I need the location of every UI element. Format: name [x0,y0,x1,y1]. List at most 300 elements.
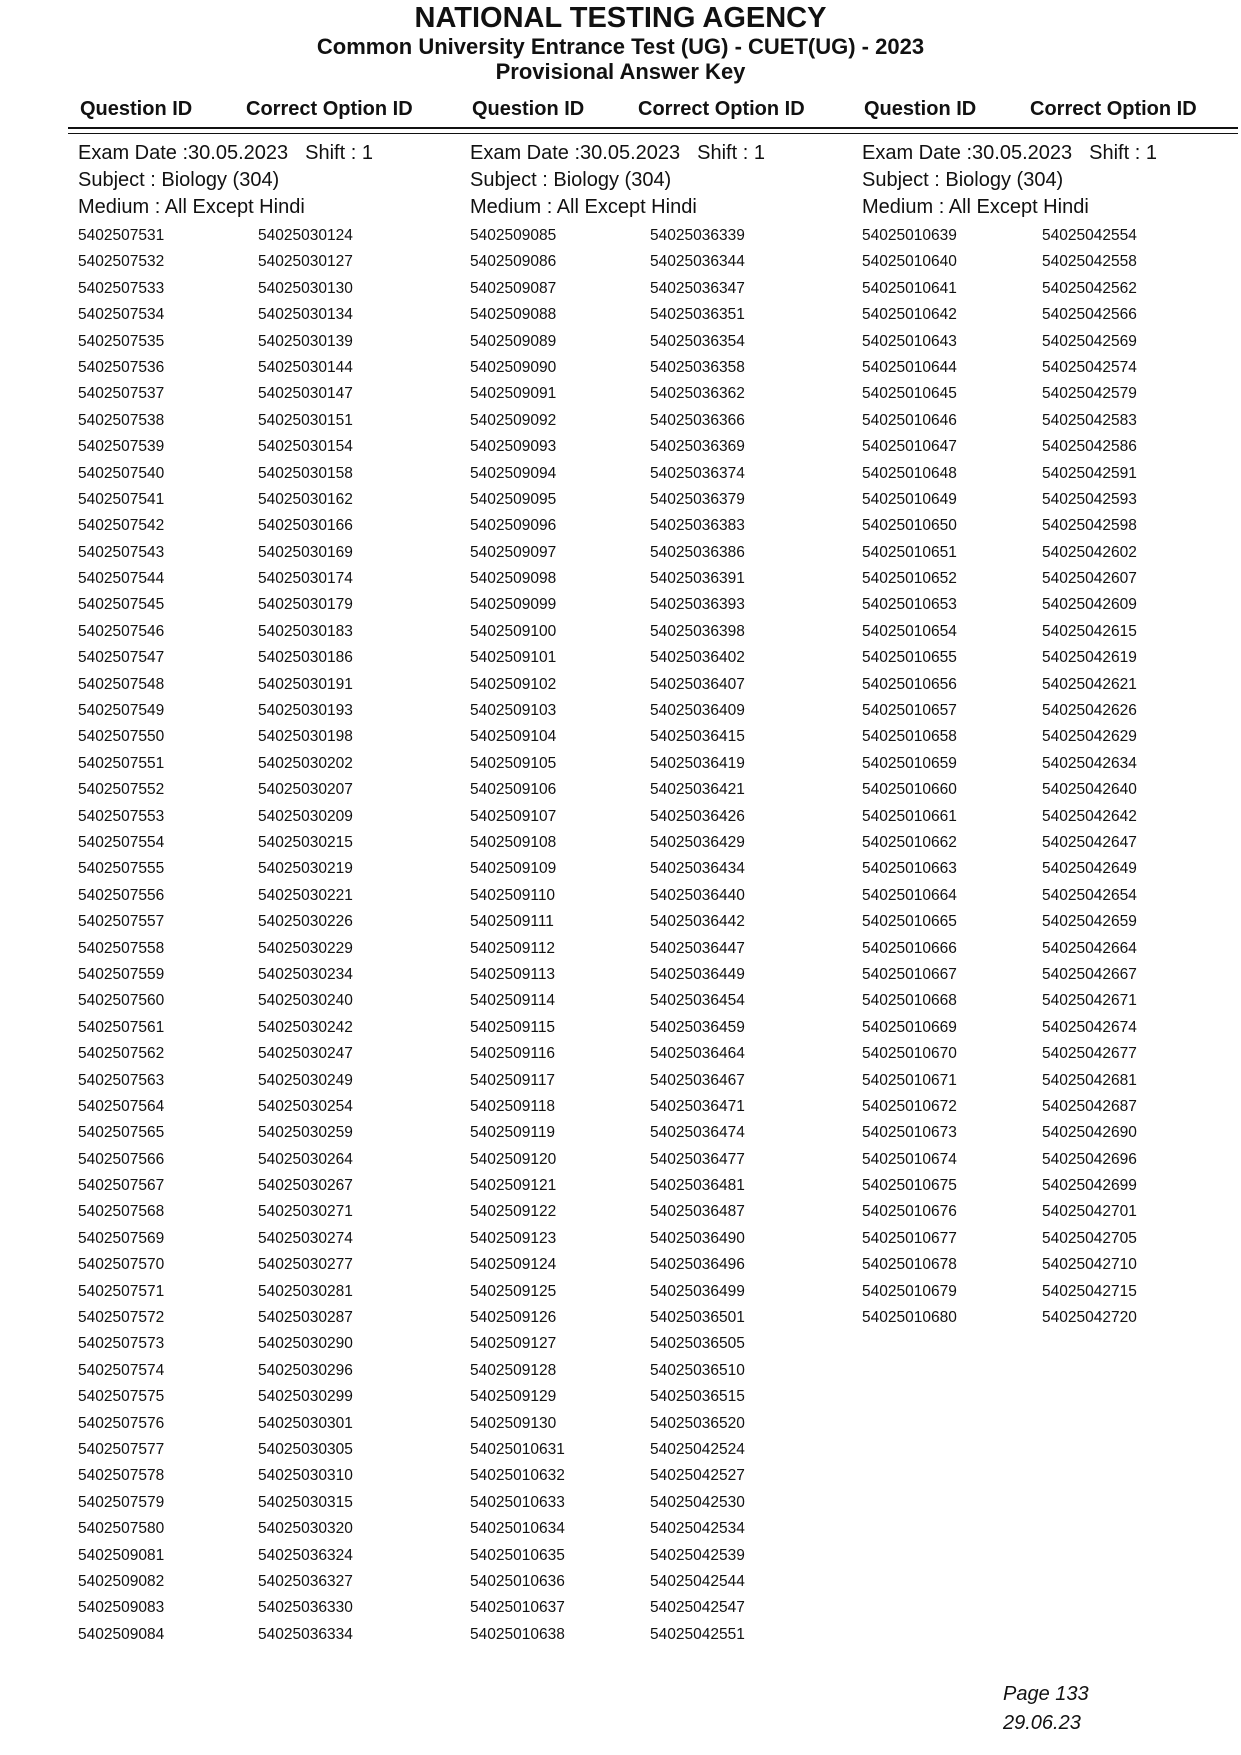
answer-row [78,1622,458,1648]
question-id: 5402507577 [78,1440,165,1458]
answer-row [78,1041,458,1067]
answer-row [470,962,850,988]
answer-row [78,804,458,830]
correct-option-id: 54025042690 [1042,1124,1137,1142]
column-header-correct-option-id: Correct Option ID [638,98,805,120]
answer-row [470,1120,850,1146]
correct-option-id: 54025036391 [650,570,745,588]
question-id: 5402509110 [470,886,556,904]
correct-option-id: 54025030154 [258,438,353,456]
correct-option-id: 54025036407 [650,675,745,693]
correct-option-id: 54025036515 [650,1388,745,1406]
question-id: 5402507564 [78,1097,165,1115]
correct-option-id: 54025030315 [258,1493,353,1511]
correct-option-id: 54025036487 [650,1203,745,1221]
correct-option-id: 54025030267 [258,1177,353,1195]
exam-date: Exam Date :30.05.2023 [470,142,681,164]
answer-row [470,1279,850,1305]
question-id: 5402509091 [470,385,557,403]
correct-option-id: 54025042654 [1042,886,1137,904]
correct-option-id: 54025030259 [258,1124,353,1142]
correct-option-id: 54025036442 [650,913,745,931]
answer-row [78,1226,458,1252]
answer-row [470,724,850,750]
answer-row [862,883,1241,909]
question-id: 5402509086 [470,253,557,271]
correct-option-id: 54025030240 [258,992,353,1010]
correct-option-id: 54025042687 [1042,1097,1137,1115]
answer-row [470,936,850,962]
column-header-row [0,98,1241,126]
question-id: 5402509120 [470,1150,557,1168]
answer-row [78,1411,458,1437]
question-id: 5402509109 [470,860,557,878]
correct-option-id: 54025030183 [258,622,353,640]
answer-row [470,909,850,935]
correct-option-id: 54025036324 [258,1546,353,1564]
correct-option-id: 54025042710 [1042,1256,1137,1274]
correct-option-id: 54025036354 [650,332,745,350]
question-id: 54025010659 [862,754,957,772]
correct-option-id: 54025036330 [258,1599,353,1617]
question-id: 5402507552 [78,781,165,799]
answer-row [78,302,458,328]
question-id: 5402507567 [78,1177,165,1195]
correct-option-id: 54025036464 [650,1045,745,1063]
correct-option-id: 54025036510 [650,1361,745,1379]
answer-row [470,1147,850,1173]
answer-row [470,381,850,407]
correct-option-id: 54025030264 [258,1150,353,1168]
answer-row [78,1595,458,1621]
correct-option-id: 54025036421 [650,781,745,799]
question-id: 54025010664 [862,886,957,904]
answer-row [862,223,1241,249]
correct-option-id: 54025036409 [650,702,745,720]
answer-row [78,540,458,566]
question-id: 5402509126 [470,1309,557,1327]
correct-option-id: 54025036454 [650,992,745,1010]
correct-option-id: 54025042681 [1042,1071,1137,1089]
correct-option-id: 54025030179 [258,596,353,614]
question-id: 54025010661 [862,807,957,825]
question-id: 5402507568 [78,1203,165,1221]
question-id: 5402507562 [78,1045,165,1063]
column-header-question-id: Question ID [472,98,585,120]
correct-option-id: 54025042609 [1042,596,1137,614]
answer-row [470,698,850,724]
question-id: 5402509106 [470,781,557,799]
question-id: 54025010648 [862,464,957,482]
question-id: 5402509083 [78,1599,165,1617]
question-id: 5402509130 [470,1414,557,1432]
correct-option-id: 54025042569 [1042,332,1137,350]
question-id: 5402509090 [470,358,557,376]
question-id: 54025010653 [862,596,957,614]
question-id: 5402507549 [78,702,165,720]
answer-row [862,724,1241,750]
question-id: 5402509088 [470,306,557,324]
question-id: 54025010639 [862,227,957,244]
correct-option-id: 54025036496 [650,1256,745,1274]
correct-option-id: 54025042626 [1042,702,1137,720]
question-id: 54025010644 [862,358,957,376]
subject: Subject : Biology (304) [78,169,280,191]
correct-option-id: 54025030209 [258,807,353,825]
correct-option-id: 54025030207 [258,781,353,799]
question-id: 54025010658 [862,728,957,746]
question-id: 5402509087 [470,279,557,297]
correct-option-id: 54025030130 [258,279,353,297]
correct-option-id: 54025030127 [258,253,353,271]
answer-row [78,1516,458,1542]
correct-option-id: 54025036393 [650,596,745,614]
question-id: 5402509096 [470,517,557,535]
answer-row [862,566,1241,592]
answer-row [78,1437,458,1463]
answer-row [78,1358,458,1384]
answer-row [78,1569,458,1595]
answer-row [470,566,850,592]
correct-option-id: 54025036447 [650,939,745,957]
correct-option-id: 54025036362 [650,385,745,403]
answer-row [470,540,850,566]
answer-row [470,1226,850,1252]
question-id: 5402509116 [470,1045,556,1063]
correct-option-id: 54025036379 [650,490,745,508]
answer-row [470,1569,850,1595]
question-id: 5402507576 [78,1414,165,1432]
correct-option-id: 54025030296 [258,1361,353,1379]
answer-row [862,1147,1241,1173]
answer-row [470,1595,850,1621]
correct-option-id: 54025030158 [258,464,353,482]
question-id: 5402507555 [78,860,165,878]
correct-option-id: 54025030174 [258,570,353,588]
question-id: 54025010655 [862,649,957,667]
answer-row [862,1120,1241,1146]
answer-row [78,1252,458,1278]
question-id: 5402507534 [78,306,165,324]
answer-row [470,883,850,909]
question-id: 5402509117 [470,1071,556,1089]
question-id: 5402509124 [470,1256,557,1274]
answer-row [862,434,1241,460]
answer-row [470,434,850,460]
question-id: 5402509127 [470,1335,557,1353]
question-id: 5402507546 [78,622,165,640]
correct-option-id: 54025030186 [258,649,353,667]
question-id: 5402509112 [470,939,556,957]
question-id: 5402509128 [470,1361,557,1379]
answer-row [470,592,850,618]
question-id: 5402509082 [78,1572,165,1590]
answer-row [78,408,458,434]
answer-row [78,724,458,750]
question-id: 54025010638 [470,1625,565,1643]
correct-option-id: 54025030229 [258,939,353,957]
answer-row [78,1173,458,1199]
shift: Shift : 1 [1089,142,1157,164]
question-id: 5402507573 [78,1335,165,1353]
question-id: 5402507536 [78,358,165,376]
question-id: 5402507551 [78,754,165,772]
correct-option-id: 54025042579 [1042,385,1137,403]
correct-option-id: 54025042647 [1042,833,1137,851]
answer-row [78,513,458,539]
answer-row [78,883,458,909]
question-id: 54025010656 [862,675,957,693]
answer-row [862,329,1241,355]
answer-row [78,355,458,381]
question-id: 5402509085 [470,227,557,244]
question-id: 54025010642 [862,306,957,324]
question-id: 5402509101 [470,649,557,667]
answer-row [78,1543,458,1569]
question-id: 5402507548 [78,675,165,693]
answer-row [862,672,1241,698]
question-id: 5402507537 [78,385,165,403]
answer-row [78,487,458,513]
question-id: 5402507543 [78,543,165,561]
answer-row [470,249,850,275]
answer-row [470,830,850,856]
question-id: 54025010634 [470,1520,565,1538]
correct-option-id: 54025036351 [650,306,745,324]
answer-row [470,1068,850,1094]
question-id: 54025010672 [862,1097,957,1115]
answer-row [78,1279,458,1305]
question-id: 54025010662 [862,833,957,851]
answer-row [78,988,458,1014]
correct-option-id: 54025036426 [650,807,745,825]
correct-option-id: 54025042593 [1042,490,1137,508]
correct-option-id: 54025042607 [1042,570,1137,588]
answer-row [78,645,458,671]
subject: Subject : Biology (304) [862,169,1064,191]
question-id: 54025010667 [862,965,957,983]
answer-row [78,698,458,724]
correct-option-id: 54025036501 [650,1309,745,1327]
correct-option-id: 54025042558 [1042,253,1137,271]
correct-option-id: 54025030290 [258,1335,353,1353]
correct-option-id: 54025042649 [1042,860,1137,878]
correct-option-id: 54025030310 [258,1467,353,1485]
answer-row [78,566,458,592]
correct-option-id: 54025030202 [258,754,353,772]
answer-row [862,1226,1241,1252]
answer-row [470,1199,850,1225]
question-id: 54025010651 [862,543,957,561]
answer-row [78,856,458,882]
answer-row [470,1358,850,1384]
question-id: 5402507550 [78,728,165,746]
correct-option-id: 54025036347 [650,279,745,297]
header-rule-thin [68,133,1238,134]
question-id: 5402507580 [78,1520,165,1538]
answer-row [78,777,458,803]
question-id: 5402509123 [470,1229,557,1247]
correct-option-id: 54025042715 [1042,1282,1137,1300]
question-id: 54025010654 [862,622,957,640]
answer-row [470,619,850,645]
correct-option-id: 54025042574 [1042,358,1137,376]
answer-row [862,1305,1241,1331]
question-id: 54025010640 [862,253,957,271]
medium: Medium : All Except Hindi [862,196,1089,218]
question-id: 5402509121 [470,1177,557,1195]
answer-row [470,1622,850,1648]
answer-list [470,223,850,1648]
question-id: 5402507547 [78,649,165,667]
answer-row [78,830,458,856]
answer-row [470,461,850,487]
correct-option-id: 54025036398 [650,622,745,640]
question-id: 5402507572 [78,1309,165,1327]
answer-row [470,1331,850,1357]
correct-option-id: 54025036369 [650,438,745,456]
column-header-correct-option-id: Correct Option ID [1030,98,1197,120]
correct-option-id: 54025042566 [1042,306,1137,324]
correct-option-id: 54025036429 [650,833,745,851]
correct-option-id: 54025042544 [650,1572,745,1590]
question-id: 5402509084 [78,1625,165,1643]
answer-row [470,1437,850,1463]
question-id: 54025010677 [862,1229,957,1247]
section-column [78,140,458,1648]
answer-row [470,487,850,513]
answer-row [470,1015,850,1041]
answer-row [862,1173,1241,1199]
answer-row [78,461,458,487]
answer-row [470,1490,850,1516]
question-id: 54025010635 [470,1546,565,1564]
question-id: 54025010676 [862,1203,957,1221]
answer-row [470,1463,850,1489]
correct-option-id: 54025042530 [650,1493,745,1511]
correct-option-id: 54025030151 [258,411,353,429]
answer-row [862,302,1241,328]
answer-row [470,1543,850,1569]
correct-option-id: 54025036481 [650,1177,745,1195]
page-number: Page 133 [1003,1683,1089,1705]
answer-row [78,936,458,962]
answer-row [862,1068,1241,1094]
correct-option-id: 54025036499 [650,1282,745,1300]
shift: Shift : 1 [697,142,765,164]
answer-row [862,645,1241,671]
correct-option-id: 54025042640 [1042,781,1137,799]
correct-option-id: 54025036383 [650,517,745,535]
column-header-question-id: Question ID [864,98,977,120]
correct-option-id: 54025030226 [258,913,353,931]
correct-option-id: 54025030139 [258,332,353,350]
question-id: 5402507579 [78,1493,165,1511]
question-id: 5402509122 [470,1203,557,1221]
question-id: 5402509089 [470,332,557,350]
answer-row [470,1516,850,1542]
question-id: 54025010650 [862,517,957,535]
correct-option-id: 54025036339 [650,227,745,244]
question-id: 54025010657 [862,702,957,720]
question-id: 5402509113 [470,965,556,983]
correct-option-id: 54025042642 [1042,807,1137,825]
answer-row [78,1120,458,1146]
question-id: 54025010673 [862,1124,957,1142]
correct-option-id: 54025042619 [1042,649,1137,667]
answer-row [470,804,850,830]
question-id: 5402507556 [78,886,165,904]
question-id: 5402507533 [78,279,165,297]
medium: Medium : All Except Hindi [78,196,305,218]
answer-row [470,223,850,249]
correct-option-id: 54025030169 [258,543,353,561]
correct-option-id: 54025042696 [1042,1150,1137,1168]
correct-option-id: 54025030193 [258,702,353,720]
question-id: 54025010641 [862,279,957,297]
correct-option-id: 54025036471 [650,1097,745,1115]
answer-list [862,223,1241,1331]
correct-option-id: 54025030191 [258,675,353,693]
answer-row [470,1411,850,1437]
question-id: 5402507540 [78,464,165,482]
question-id: 54025010671 [862,1071,957,1089]
footer-date: 29.06.23 [1003,1712,1081,1734]
question-id: 5402509105 [470,754,557,772]
question-id: 54025010637 [470,1599,565,1617]
question-id: 5402507544 [78,570,165,588]
correct-option-id: 54025042667 [1042,965,1137,983]
answer-row [470,751,850,777]
correct-option-id: 54025030221 [258,886,353,904]
correct-option-id: 54025036327 [258,1572,353,1590]
question-id: 5402509118 [470,1097,556,1115]
agency-title: NATIONAL TESTING AGENCY [414,2,827,34]
question-id: 54025010643 [862,332,957,350]
question-id: 54025010660 [862,781,957,799]
question-id: 54025010670 [862,1045,957,1063]
correct-option-id: 54025042524 [650,1440,745,1458]
correct-option-id: 54025042586 [1042,438,1137,456]
question-id: 5402509129 [470,1388,557,1406]
question-id: 5402507570 [78,1256,165,1274]
answer-row [862,777,1241,803]
answer-row [78,909,458,935]
correct-option-id: 54025030249 [258,1071,353,1089]
question-id: 54025010646 [862,411,957,429]
correct-option-id: 54025036440 [650,886,745,904]
question-id: 54025010678 [862,1256,957,1274]
question-id: 54025010668 [862,992,957,1010]
answer-row [78,1463,458,1489]
answer-row [862,988,1241,1014]
correct-option-id: 54025036402 [650,649,745,667]
answer-row [470,856,850,882]
question-id: 5402507545 [78,596,165,614]
correct-option-id: 54025030162 [258,490,353,508]
answer-row [78,1094,458,1120]
question-id: 5402509119 [470,1124,556,1142]
medium: Medium : All Except Hindi [470,196,697,218]
correct-option-id: 54025036449 [650,965,745,983]
answer-row [862,408,1241,434]
correct-option-id: 54025036366 [650,411,745,429]
answer-row [470,1384,850,1410]
correct-option-id: 54025036477 [650,1150,745,1168]
section-column [470,140,850,1648]
answer-row [78,751,458,777]
question-id: 5402509094 [470,464,557,482]
